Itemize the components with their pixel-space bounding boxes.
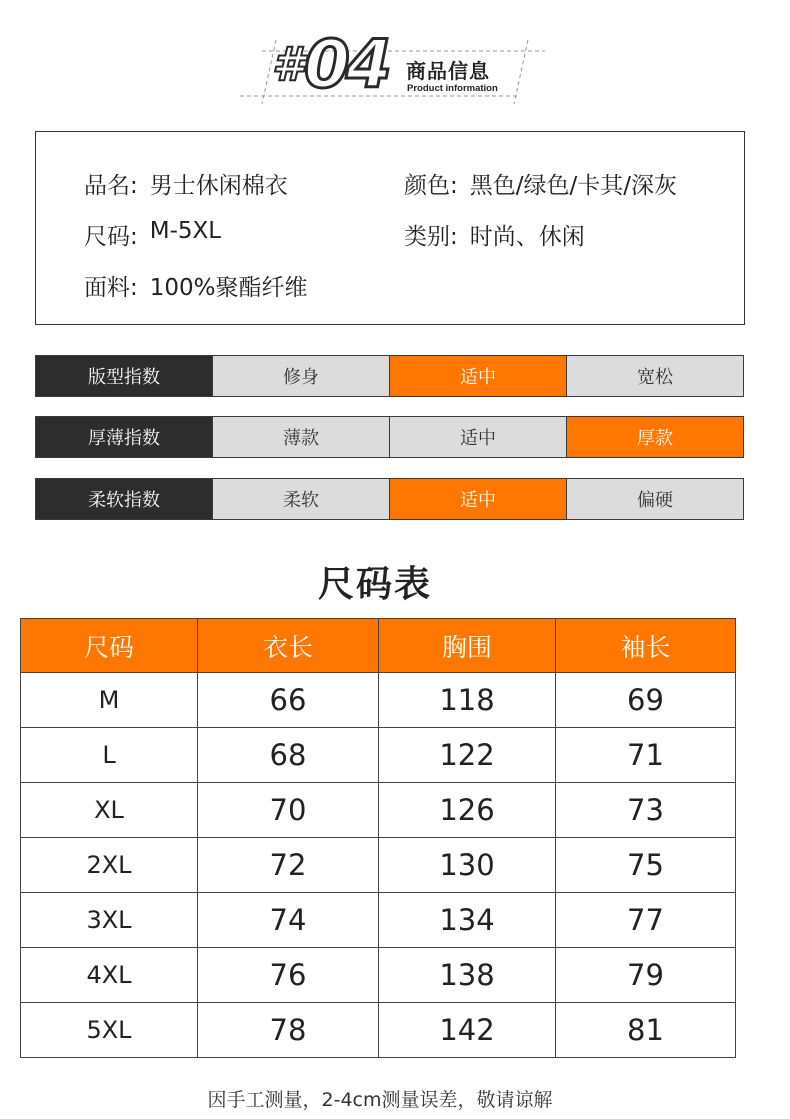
cell-sleeve: 81 bbox=[556, 1003, 736, 1058]
cell-size: 2XL bbox=[21, 838, 198, 893]
table-row bbox=[21, 838, 736, 893]
thickness-option-medium: 适中 bbox=[389, 417, 566, 457]
header-chest: 胸围 bbox=[379, 619, 556, 673]
cell-sleeve: 77 bbox=[556, 893, 736, 948]
thickness-index-label: 厚薄指数 bbox=[36, 417, 212, 457]
cell-size: L bbox=[21, 728, 198, 783]
cell-chest: 122 bbox=[379, 728, 556, 783]
measurement-note: 因手工测量，2-4cm测量误差，敬请谅解 bbox=[207, 1089, 553, 1111]
info-category bbox=[404, 218, 585, 251]
header-sleeve: 袖长 bbox=[556, 619, 736, 673]
fit-index-row bbox=[35, 355, 744, 397]
cell-length: 74 bbox=[198, 893, 379, 948]
table-row bbox=[21, 893, 736, 948]
cell-length: 66 bbox=[198, 673, 379, 728]
thickness-index-row bbox=[35, 416, 744, 458]
cell-chest: 142 bbox=[379, 1003, 556, 1058]
cell-sleeve: 75 bbox=[556, 838, 736, 893]
info-category-value: 时尚、休闲 bbox=[469, 224, 585, 250]
cell-sleeve: 79 bbox=[556, 948, 736, 1003]
cell-chest: 126 bbox=[379, 783, 556, 838]
section-subtitle: Product information bbox=[407, 83, 498, 94]
header-size: 尺码 bbox=[21, 619, 198, 673]
cell-length: 76 bbox=[198, 948, 379, 1003]
info-size-value: M-5XL bbox=[149, 218, 222, 244]
info-fabric bbox=[84, 269, 308, 302]
softness-option-medium: 适中 bbox=[389, 479, 566, 519]
section-header bbox=[0, 0, 790, 110]
thickness-option-thick: 厚款 bbox=[566, 417, 743, 457]
cell-size: M bbox=[21, 673, 198, 728]
cell-chest: 138 bbox=[379, 948, 556, 1003]
header-length: 衣长 bbox=[198, 619, 379, 673]
table-row bbox=[21, 728, 736, 783]
cell-size: 5XL bbox=[21, 1003, 198, 1058]
cell-length: 78 bbox=[198, 1003, 379, 1058]
fit-index-label: 版型指数 bbox=[36, 356, 212, 396]
table-row bbox=[21, 673, 736, 728]
hash-mark: # bbox=[272, 37, 303, 91]
cell-size: 3XL bbox=[21, 893, 198, 948]
softness-option-stiff: 偏硬 bbox=[566, 479, 743, 519]
info-name bbox=[84, 167, 288, 200]
product-info-box bbox=[35, 131, 745, 325]
table-row bbox=[21, 1003, 736, 1058]
info-fabric-key: 面料: bbox=[84, 275, 138, 301]
cell-size: XL bbox=[21, 783, 198, 838]
softness-option-soft: 柔软 bbox=[212, 479, 389, 519]
softness-index-row bbox=[35, 478, 744, 520]
thickness-option-thin: 薄款 bbox=[212, 417, 389, 457]
header-dashed-frame bbox=[0, 0, 790, 110]
softness-index-label: 柔软指数 bbox=[36, 479, 212, 519]
cell-sleeve: 69 bbox=[556, 673, 736, 728]
section-number bbox=[272, 26, 388, 102]
info-color bbox=[404, 167, 677, 200]
info-name-key: 品名: bbox=[84, 173, 138, 199]
cell-length: 70 bbox=[198, 783, 379, 838]
section-digits: 04 bbox=[304, 25, 388, 103]
fit-option-slim: 修身 bbox=[212, 356, 389, 396]
cell-length: 68 bbox=[198, 728, 379, 783]
cell-size: 4XL bbox=[21, 948, 198, 1003]
info-size-key: 尺码: bbox=[84, 224, 138, 250]
info-name-value: 男士休闲棉衣 bbox=[149, 173, 288, 199]
cell-length: 72 bbox=[198, 838, 379, 893]
cell-sleeve: 71 bbox=[556, 728, 736, 783]
info-size bbox=[84, 218, 221, 251]
table-row bbox=[21, 783, 736, 838]
cell-sleeve: 73 bbox=[556, 783, 736, 838]
cell-chest: 118 bbox=[379, 673, 556, 728]
fit-option-regular: 适中 bbox=[389, 356, 566, 396]
size-table-header-row bbox=[21, 619, 736, 673]
cell-chest: 130 bbox=[379, 838, 556, 893]
size-table bbox=[20, 618, 736, 1058]
info-color-key: 颜色: bbox=[404, 173, 458, 199]
info-category-key: 类别: bbox=[404, 224, 458, 250]
info-color-value: 黑色/绿色/卡其/深灰 bbox=[469, 173, 677, 199]
fit-option-loose: 宽松 bbox=[566, 356, 743, 396]
section-title: 商品信息 bbox=[406, 59, 490, 83]
size-chart-title: 尺码表 bbox=[317, 564, 432, 605]
cell-chest: 134 bbox=[379, 893, 556, 948]
info-fabric-value: 100%聚酯纤维 bbox=[149, 275, 308, 301]
table-row bbox=[21, 948, 736, 1003]
